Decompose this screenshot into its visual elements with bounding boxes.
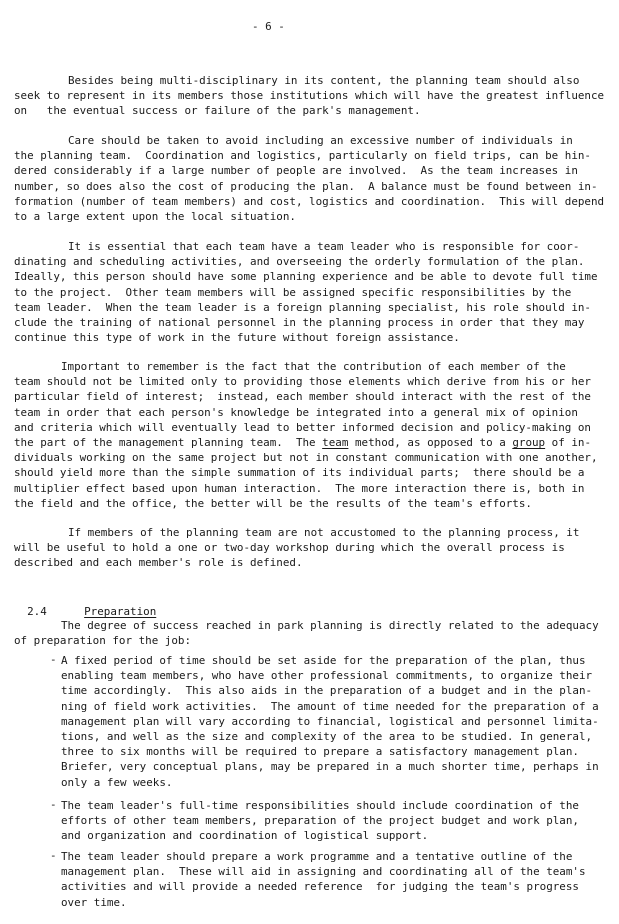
text-line: It is essential that each team have a team leader who is responsible for coor- xyxy=(68,240,580,253)
text-line: team should not be limited only to providing those elements which derive from his or her xyxy=(14,375,591,389)
text-line: The degree of success reached in park planning is directly related to the adequacy xyxy=(61,619,599,632)
text-line: Care should be taken to avoid including an excessive number of individuals in xyxy=(68,134,573,147)
text-line: on the eventual success or failure of the park's management. xyxy=(14,104,421,118)
section-number: 2.4 xyxy=(27,605,47,619)
text-line: time accordingly. This also aids in the preparation of a budget and in the plan- xyxy=(61,684,593,698)
paragraph-contribution xyxy=(14,359,614,511)
page-number: - 6 - xyxy=(252,20,285,33)
text-line: particular field of interest; instead, each member should interact with the rest of the xyxy=(14,390,591,404)
text-line: dered considerably if a large number of people are involved. As the team increases in xyxy=(14,164,578,178)
text-line: Ideally, this person should have some planning experience and be able to devote full time xyxy=(14,270,598,284)
text-line: should yield more than the simple summation of its individual parts; there should be a xyxy=(14,466,585,480)
text-line: will be useful to hold a one or two-day workshop during which the overall process is xyxy=(14,541,565,555)
text-line: team in order that each person's knowledge be integrated into a general mix of opinion xyxy=(14,405,578,419)
text-segment: the part of the management planning team. The xyxy=(14,435,323,449)
text-line: continue this type of work in the future without foreign assistance. xyxy=(14,331,460,345)
paragraph-team-size xyxy=(14,133,614,224)
text-line: and organization and coordination of logistical support. xyxy=(61,829,429,843)
paragraph-team-leader xyxy=(14,239,614,345)
text-line: seek to represent in its members those institutions which will have the greatest influence xyxy=(14,89,605,103)
text-line: of preparation for the job: xyxy=(14,634,192,648)
text-line: clude the training of national personnel in the planning process in order that they may xyxy=(14,315,585,329)
bullet-text xyxy=(61,798,610,844)
text-line xyxy=(14,435,614,450)
text-line: the planning team. Coordination and logistics, particularly on field trips, can be hin- xyxy=(14,149,591,163)
text-line: number, so does also the cost of producing the plan. A balance must be found between in- xyxy=(14,179,598,193)
text-line: efforts of other team members, preparation of the project budget and work plan, xyxy=(61,814,579,828)
text-line: activities and will provide a needed reference for judging the team's progress xyxy=(61,880,579,894)
bullet-dash: - xyxy=(50,653,57,666)
text-line: team leader. When the team leader is a foreign planning specialist, his role should in- xyxy=(14,300,591,314)
text-line: The team leader's full-time responsibilities should include coordination of the xyxy=(61,799,579,812)
text-line: only a few weeks. xyxy=(61,775,173,789)
text-line: dividuals working on the same project but not in constant communication with one another, xyxy=(14,451,598,465)
text-line: the field and the office, the better will be the results of the team's efforts. xyxy=(14,496,532,510)
underlined-word: group xyxy=(512,435,546,449)
bullet-item-fixed-period xyxy=(50,653,610,790)
bullet-item-leader-responsibilities xyxy=(50,798,610,844)
underlined-word: team xyxy=(322,435,349,449)
text-line: enabling team members, who have other professional commitments, to organize their xyxy=(61,669,593,683)
text-line: Besides being multi-disciplinary in its content, the planning team should also xyxy=(68,74,580,87)
bullet-text xyxy=(61,849,610,910)
text-line: to the project. Other team members will be assigned specific responsibilities by the xyxy=(14,285,572,299)
text-line: management plan will vary according to financial, logistical and personnel limita- xyxy=(61,714,599,728)
bullet-text xyxy=(61,653,610,790)
text-line: multiplier effect based upon human interaction. The more interaction there is, both in xyxy=(14,481,585,495)
text-line: and criteria which will eventually lead to better informed decision and policy-making on xyxy=(14,420,591,434)
text-line: dinating and scheduling activities, and overseeing the orderly formulation of the plan. xyxy=(14,255,585,269)
paragraph-preparation-intro xyxy=(14,618,614,648)
bullet-dash: - xyxy=(50,798,57,811)
text-line: tions, and well as the size and complexity of the area to be studied. In general, xyxy=(61,729,593,743)
text-line: three to six months will be required to prepare a satisfactory management plan. xyxy=(61,745,579,759)
text-line: management plan. These will aid in assigning and coordinating all of the team's xyxy=(61,865,586,879)
text-line: ning of field work activities. The amount of time needed for the preparation of a xyxy=(61,699,599,713)
section-title: Preparation xyxy=(84,605,157,619)
text-line: Important to remember is the fact that the contribution of each member of the xyxy=(61,360,566,373)
bullet-dash: - xyxy=(50,849,57,862)
text-line: formation (number of team members) and cost, logistics and coordination. This will depend xyxy=(14,194,605,208)
text-segment: of in- xyxy=(545,435,592,449)
text-line: to a large extent upon the local situation. xyxy=(14,209,296,223)
text-line: described and each member's role is defined. xyxy=(14,556,303,570)
text-line: If members of the planning team are not accustomed to the planning process, it xyxy=(68,526,580,539)
text-segment: method, as opposed to a xyxy=(348,435,513,449)
text-line: A fixed period of time should be set aside for the preparation of the plan, thus xyxy=(61,654,586,667)
text-line: over time. xyxy=(61,895,127,909)
text-line: The team leader should prepare a work programme and a tentative outline of the xyxy=(61,850,573,863)
text-line: Briefer, very conceptual plans, may be prepared in a much shorter time, perhaps in xyxy=(61,760,599,774)
bullet-item-work-programme xyxy=(50,849,610,910)
section-heading xyxy=(14,589,614,619)
paragraph-workshop xyxy=(14,525,614,571)
paragraph-multidisciplinary xyxy=(14,73,614,119)
